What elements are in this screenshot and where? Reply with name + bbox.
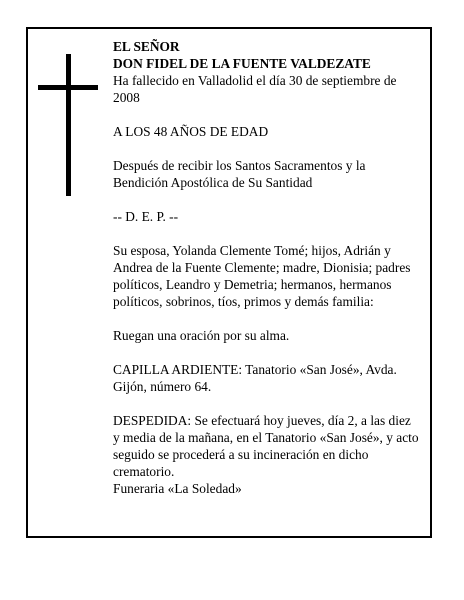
- chapel-info-line-1: CAPILLA ARDIENTE: Tanatorio «San José», Avda.: [113, 362, 397, 377]
- sacraments-line-2: Bendición Apostólica de Su Santidad: [113, 175, 313, 190]
- farewell-info-line-1: DESPEDIDA: Se efectuará hoy jueves, día 2, a las diez: [113, 413, 411, 428]
- death-info-line-1: Ha fallecido en Valladolid el día 30 de septiembre de: [113, 73, 397, 88]
- chapel-info-line-2: Gijón, número 64.: [113, 379, 212, 394]
- prayer-request: Ruegan una oración por su alma.: [113, 328, 290, 343]
- family-line-1: Su esposa, Yolanda Clemente Tomé; hijos, Adrián y: [113, 243, 391, 258]
- family-line-2: Andrea de la Fuente Clemente; madre, Dionisia; padres: [113, 260, 411, 275]
- cross-horizontal-bar: [38, 85, 98, 90]
- farewell-info-line-4: crematorio.: [113, 464, 175, 479]
- deceased-title: EL SEÑOR: [113, 39, 180, 54]
- farewell-info-line-2: y media de la mañana, en el Tanatorio «San José», y acto: [113, 430, 419, 445]
- family-line-4: políticos, sobrinos, tíos, primos y demás familia:: [113, 294, 374, 309]
- age-info: A LOS 48 AÑOS DE EDAD: [113, 124, 269, 139]
- farewell-info-line-3: seguido se procederá a su incineración en dicho: [113, 447, 369, 462]
- sacraments-line-1: Después de recibir los Santos Sacramentos y la: [113, 158, 366, 173]
- rip-line: -- D. E. P. --: [113, 209, 179, 224]
- deceased-name: DON FIDEL DE LA FUENTE VALDEZATE: [113, 56, 371, 71]
- family-line-3: políticos, Leandro y Demetria; hermanos, hermanos: [113, 277, 392, 292]
- death-info-line-2: 2008: [113, 90, 140, 105]
- obituary-text: [113, 38, 431, 497]
- funeral-home: Funeraria «La Soledad»: [113, 481, 242, 496]
- cross-vertical-bar: [66, 54, 71, 196]
